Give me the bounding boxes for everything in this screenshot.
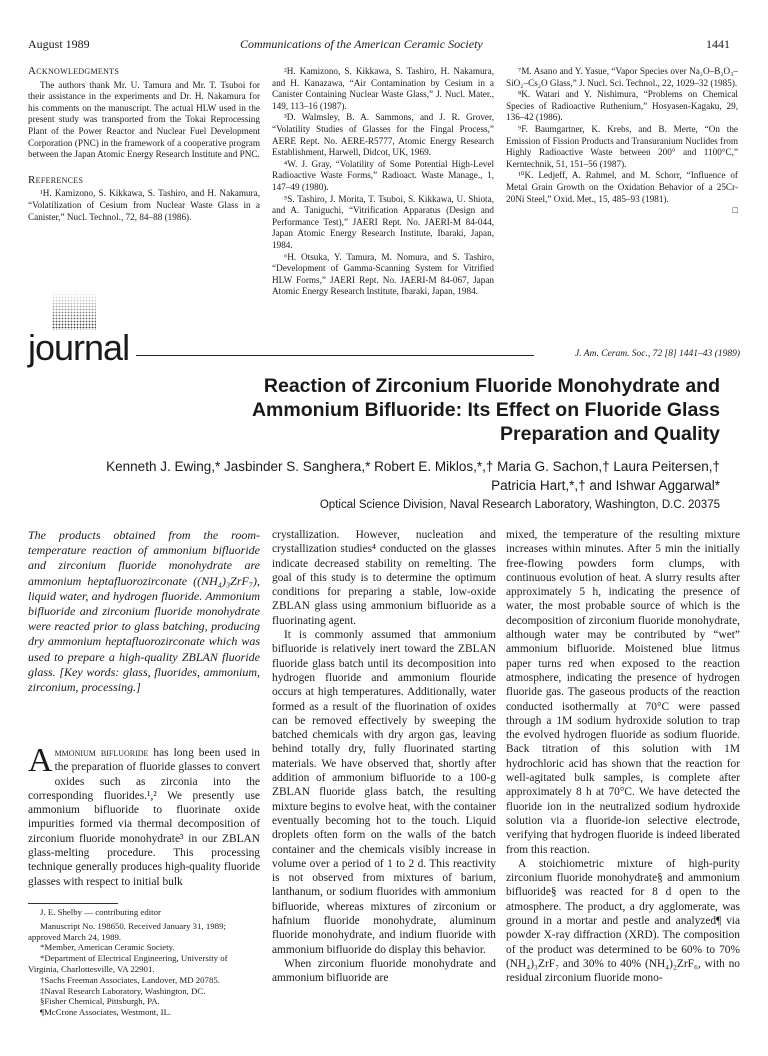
col2-paragraph-2: It is commonly assumed that ammonium bifluoride is relatively inert toward the ZBLAN fluoride glass batch until its decomposition into hydrogen fluoride and ammonium flouride occurs at high temperatures. Additionally, water formed as a result of the fluorination of oxides can be removed effectively by sweeping the batched chemicals with dry argon gas, leaving behind totally dry, fully fluorinated starting materials. We have observed that, shortly after addition of ammonium bifluoride to a 100-g ZBLAN fluoride glass batch, the resulting mixture begins to evolve heat, with the container eventually becoming hot to the touch. Liquid droplets often form on the walls of the batch container and the chemicals visibly increase in volume over a period of 1 to 2 d. This reactivity is not observed from mixtures of barium, lanthanum, or sodium fluorides with ammonium bifluoride, whereas mixtures of zirconium or hafnium fluoride monohydrate, aluminum fluoride monohydrate, and indium fluoride with ammonium bifluoride do display this behavior.: [272, 629, 496, 956]
col3-paragraph-2: A stoichiometric mixture of high-purity zirconium fluoride monohydrate§ and ammonium bifluoride§ was reacted for 8 d open to the atmosphere. The product, a dry agglomerate, was ground in a mortar and pestle and analyzed¶ via powder X-ray diffraction (XRD). The composition of the product was determined to be 60% to 70% (NH₄)₃ZrF₇ and 30% to 40% (NH₄)₂ZrF₆, with no residual zirconium fluoride mono-: [506, 857, 740, 985]
reference-1: ¹H. Kamizono, S. Kikkawa, S. Tashiro, and H. Nakamura, “Volatilization of Cesium from Nuclear Waste Glass in a Canister,” Nucl. Technol., 72, 84–88 (1986).: [28, 188, 260, 222]
footnote-nrl: ‡Naval Research Laboratory, Washington, DC.: [40, 985, 206, 996]
author-list: Kenneth J. Ewing,* Jasbinder S. Sanghera,* Robert E. Miklos,*,† Maria G. Sachon,† Laura Peitersen,† Patricia Hart,*,† and Ishwar Aggarwal*: [106, 459, 720, 493]
col3-paragraph-1: mixed, the temperature of the resulting mixture increases within minutes. After 5 min the initially free-flowing powders form clumps, with continuous evolution of heat. A slurry results after approximately 5 h, indicating the presence of water, the most probable source of which is the decomposition of zirconium fluoride monohydrate, although water may be contributed by “wet” ammonium bifluoride. Moistened blue litmus paper turns red when exposed to the reaction atmosphere, indicating the presence of hydrogen fluoride gas. The gaseous products of the reaction conducted isothermally at 70°C were passed through a 1M sodium hydroxide solution to trap the evolved hydrogen fluoride as sodium fluoride. Back titration of this solution with 1M hydrochloric acid has shown that the reaction for well-agitated bulk samples, is complete after approximately 8 h at 70°C. We have detected the fluoride ion in the neutralized sodium hydroxide solution via a fluoride-ion selective electrode, verifying that hydrogen fluoride is indeed liberated from this reaction.: [506, 529, 740, 856]
ack-heading: Acknowledgments: [28, 65, 120, 77]
reference-6-start: [272, 252, 494, 298]
reference-9: ⁹F. Baumgartner, K. Krebs, and B. Merte, “On the Emission of Fission Products and Transuranium Nuclides from Highly Radioactive Waste between 200° and 1100°C,” Kerntechnik, 51, 151–56 (1987).: [506, 123, 738, 169]
journal-logo-dots-icon: [52, 290, 96, 330]
end-of-article-mark: □: [732, 205, 738, 216]
affiliation: Optical Science Division, Naval Research Laboratory, Washington, D.C. 20375: [319, 499, 720, 511]
reference-4: ⁴W. J. Gray, “Volatility of Some Potential High-Level Radioactive Waste Forms,” Radioact. Waste Manage., 1, 147–49 (1980).: [272, 158, 494, 192]
references-heading: References: [28, 173, 84, 186]
top-column-3: [506, 66, 738, 217]
footnote-manuscript: Manuscript No. 198650. Received January 31, 1989; approved March 24, 1989.: [28, 920, 226, 942]
reference-5: ⁵S. Tashiro, J. Morita, T. Tsuboi, S. Kikkawa, U. Shiota, and A. Taniguchi, “Vitrification Apparatus (Design and Performance Test),” JAERI Rept. No. JAERI-M 84-044, Japan Atomic Energy Research Institute, Ibaraki, Japan, 1984.: [272, 193, 494, 250]
reference-3: ³D. Walmsley, B. A. Sammons, and J. R. Grover, “Volatility Studies of Glasses for the Fingal Process,” AERE Rept. No. AERE-R5777, Atomic Energy Research Establishment, Harwell, Didcot, UK, 1969.: [272, 112, 494, 158]
intro-smallcaps: mmonium bifluoride: [54, 747, 149, 759]
footnote-fisher: §Fisher Chemical, Pittsburgh, PA.: [40, 996, 160, 1007]
ack-text: The authors thank Mr. U. Tamura and Mr. T. Tsuboi for their assistance in the experiments and Dr. H. Nakamura for his comments on the manuscript. The actual HLW used in the present study was transported from the Tokai Reprocessing Plant of the Power Reactor and Nuclear Fuel Development Corporation (PNC) in the framework of a cooperative program between the Japan Atomic Energy Research Institute and PNC.: [28, 79, 260, 160]
header-date: August 1989: [28, 37, 90, 51]
footnote-uva: *Department of Electrical Engineering, University of Virginia, Charlottesville, VA 22901.: [28, 953, 228, 974]
header-page: 1441: [706, 37, 730, 51]
journal-rule: [136, 355, 534, 356]
footnote-mccrone: ¶McCrone Associates, Westmont, IL.: [40, 1007, 172, 1018]
abstract: The products obtained from the room-temperature reaction of ammonium bifluoride and zirconium fluoride monohydrate are ammonium heptafluorozirconate ((NH₄)₃ZrF₇), liquid water, and hydrogen fluoride. Ammonium bifluoride and zirconium fluoride monohydrate were reacted prior to glass batching, producing dry ammonium heptafluorozirconate which was used to prepare a high-quality ZBLAN fluoride glass. [Key words: glass, fluorides, ammonium, zirconium, processing.]: [28, 528, 260, 695]
reference-2: ²H. Kamizono, S. Kikkawa, S. Tashiro, H. Nakamura, and H. Kanazawa, “Air Contamination by Cesium in a Canister Containing Nuclear Waste Glass,” J. Nucl. Mater., 149, 113–16 (1987).: [272, 66, 494, 111]
intro-paragraph: [28, 742, 260, 889]
reference-8: ⁸K. Watari and Y. Nishimura, “Problems on Chemical Species of Radioactive Ruthenium,” Hosyasen-Kagaku, 29, 136–42 (1986).: [506, 89, 738, 123]
top-column-2: [272, 66, 494, 298]
footnote-member: *Member, American Ceramic Society.: [40, 942, 175, 953]
footnote-sachs: †Sachs Freeman Associates, Landover, MD 20785.: [40, 974, 220, 985]
reference-6: ⁶H. Otsuka, Y. Tamura, M. Nomura, and S. Tashiro, “Development of Gamma-Scanning System for Vitrified HLW Forms,” JAERI Rept. No. JAERI-M 84-067, Japan Atomic Energy Research Institute, Ibaraki, Japan, 1984.: [272, 251, 494, 297]
col2-paragraph-1: crystallization. However, nucleation and crystallization studies⁴ conducted on the glasses indicate decreased stability on remelting. The goal of this study is to determine the optimum conditions for preparing a stable, low-oxide ZBLAN glass using ammonium bifluoride as a fluorinating agent.: [272, 529, 496, 627]
footnotes: [28, 907, 260, 1018]
body-column-3: [506, 528, 740, 986]
footnote-rule: [28, 903, 118, 904]
drop-cap: A: [28, 742, 53, 779]
end-mark-line: [506, 205, 738, 217]
col2-paragraph-3: When zirconium fluoride monohydrate and ammonium bifluoride are: [272, 957, 496, 985]
reference-10: ¹⁰K. Ledjeff, A. Rahmel, and M. Schorr, “Influence of Metal Grain Growth on the Oxidation Behavior of a 25Cr-20Ni Steel,” Oxid. Met., 15, 485–93 (1981).: [506, 170, 738, 204]
reference-7: ⁷M. Asano and Y. Yasue, “Vapor Species over Na₂O–B₂O₃–SiO₂–Cs₂O Glass,” J. Nucl. Sci. Technol., 22, 1029–32 (1985).: [506, 66, 738, 88]
article-title: Reaction of Zirconium Fluoride Monohydrate and Ammonium Bifluoride: Its Effect on Fluoride Glass Preparation and Quality: [251, 375, 720, 445]
header-journal: Communications of the American Ceramic Society: [240, 37, 483, 51]
journal-wordmark: journal: [28, 327, 130, 368]
citation: J. Am. Ceram. Soc., 72 [8] 1441–43 (1989): [574, 349, 740, 359]
top-column-1: [28, 66, 260, 223]
footnote-editor: J. E. Shelby — contributing editor: [40, 907, 161, 917]
body-column-2: [272, 528, 496, 986]
intro-text: has long been used in the preparation of fluoride glasses to convert oxides such as zirconia into the corresponding fluorides.¹,² We presently use ammonium bifluoride to fluorinate oxide impurities formed via thermal decomposition of zirconium fluoride monohydrate³ in our ZBLAN glass-melting procedure. This processing technique generally produces high-quality fluoride glasses with respect to initial bulk: [28, 747, 260, 888]
